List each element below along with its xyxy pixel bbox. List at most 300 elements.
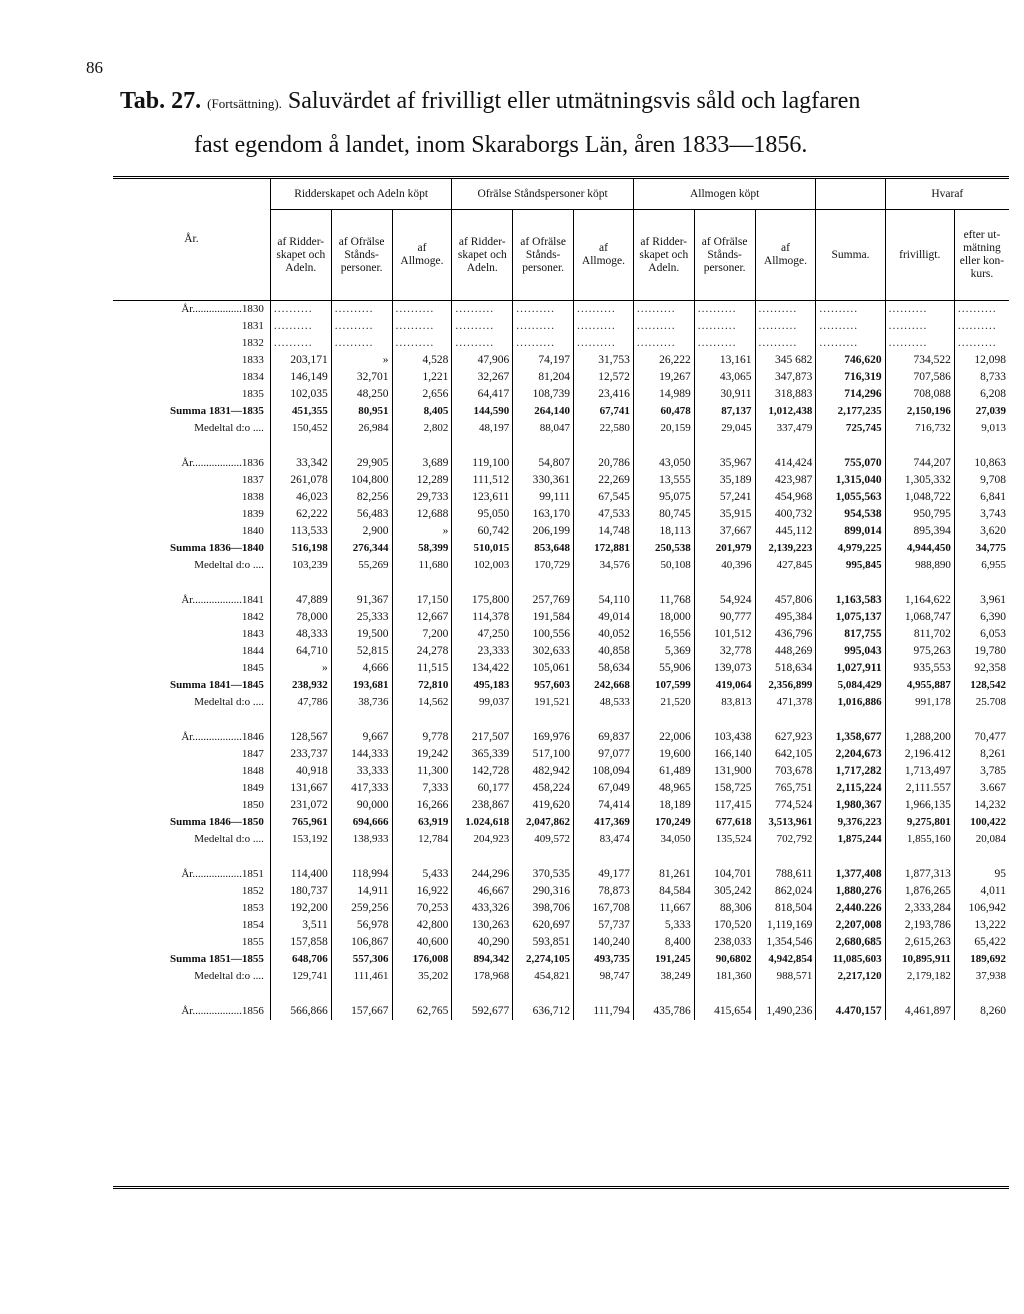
table-cell: 25.708 — [954, 694, 1009, 711]
row-label: 1837 — [241, 474, 264, 486]
table-cell — [392, 437, 452, 455]
table-row — [113, 746, 1009, 763]
table-cell: 170,249 — [633, 814, 694, 831]
table-cell: 12,688 — [392, 506, 452, 523]
table-cell: .......... — [816, 301, 885, 319]
table-cell: 97,077 — [574, 746, 634, 763]
row-label: 1842 — [241, 611, 264, 623]
header-year: År. — [113, 178, 270, 301]
table-cell: 1,880,276 — [816, 883, 885, 900]
table-cell: 98,747 — [574, 968, 634, 985]
header-sub: af Ofrälse Stånds-personer. — [513, 210, 574, 301]
table-cell: 90,6802 — [694, 951, 755, 968]
table-cell: 48,197 — [452, 420, 513, 437]
row-label: 1838 — [241, 491, 264, 503]
table-row — [113, 352, 1009, 369]
table-cell: 458,224 — [513, 780, 574, 797]
table-cell: 108,739 — [513, 386, 574, 403]
table-cell: 14,911 — [331, 883, 392, 900]
table-cell: 482,942 — [513, 763, 574, 780]
table-cell: 35,915 — [694, 506, 755, 523]
table-cell: 2,150,196 — [885, 403, 954, 420]
table-cell: 1,855,160 — [885, 831, 954, 848]
table-cell: 29,905 — [331, 455, 392, 472]
table-cell: 72,810 — [392, 677, 452, 694]
table-cell — [392, 985, 452, 1003]
header-sub: af Ofrälse Stånds-personer. — [694, 210, 755, 301]
table-cell: 457,806 — [755, 592, 816, 609]
table-cell: 957,603 — [513, 677, 574, 694]
average-row — [113, 694, 1009, 711]
table-row — [113, 369, 1009, 386]
table-cell: 23,416 — [574, 386, 634, 403]
table-cell: 774,524 — [755, 797, 816, 814]
table-cell: 4,666 — [331, 660, 392, 677]
table-cell: .......... — [885, 301, 954, 319]
table-cell: 765,961 — [270, 814, 331, 831]
table-cell: 20,084 — [954, 831, 1009, 848]
table-cell — [885, 985, 954, 1003]
table-cell: 5,333 — [633, 917, 694, 934]
table-cell: 233,737 — [270, 746, 331, 763]
table-cell: .......... — [513, 301, 574, 319]
table-cell — [270, 711, 331, 729]
table-cell: .......... — [574, 318, 634, 335]
table-cell: 117,415 — [694, 797, 755, 814]
table-cell: 853,648 — [513, 540, 574, 557]
table-cell: 56,978 — [331, 917, 392, 934]
table-cell — [954, 574, 1009, 592]
table-cell: 250,538 — [633, 540, 694, 557]
row-label — [113, 574, 270, 592]
row-label: Medeltal d:o .... — [194, 833, 264, 845]
table-cell: 74,197 — [513, 352, 574, 369]
table-cell — [392, 574, 452, 592]
table-cell: » — [331, 352, 392, 369]
table-cell: 648,706 — [270, 951, 331, 968]
table-cell: 131,900 — [694, 763, 755, 780]
table-cell: 417,369 — [574, 814, 634, 831]
table-cell: 123,611 — [452, 489, 513, 506]
table-cell: 3.667 — [954, 780, 1009, 797]
table-cell: 64,710 — [270, 643, 331, 660]
summary-row — [113, 814, 1009, 831]
table-cell: 204,923 — [452, 831, 513, 848]
table-cell: 135,524 — [694, 831, 755, 848]
table-cell — [954, 848, 1009, 866]
table-cell: .......... — [574, 301, 634, 319]
row-label: 1832 — [241, 337, 264, 349]
table-cell: 31,753 — [574, 352, 634, 369]
row-label: 1855 — [241, 936, 264, 948]
table-cell: 305,242 — [694, 883, 755, 900]
table-cell: 264,140 — [513, 403, 574, 420]
table-cell — [694, 848, 755, 866]
table-cell: 181,360 — [694, 968, 755, 985]
table-row — [113, 763, 1009, 780]
row-label: År..................1846 — [181, 731, 264, 743]
table-cell — [954, 437, 1009, 455]
table-cell: 201,979 — [694, 540, 755, 557]
table-cell: 60,177 — [452, 780, 513, 797]
table-cell: 12,572 — [574, 369, 634, 386]
table-cell: 677,618 — [694, 814, 755, 831]
table-row — [113, 523, 1009, 540]
table-cell: 566,866 — [270, 1003, 331, 1020]
table-row — [113, 729, 1009, 746]
table-cell: 54,924 — [694, 592, 755, 609]
table-cell: 3,743 — [954, 506, 1009, 523]
table-cell: 12,289 — [392, 472, 452, 489]
table-row — [113, 386, 1009, 403]
table-cell: 7,333 — [392, 780, 452, 797]
table-cell — [574, 711, 634, 729]
header-sub: af Ridder-skapet och Adeln. — [270, 210, 331, 301]
row-label: 1831 — [241, 320, 264, 332]
table-cell: 415,654 — [694, 1003, 755, 1020]
table-cell: 517,100 — [513, 746, 574, 763]
table-cell: .......... — [755, 335, 816, 352]
table-cell: 130,263 — [452, 917, 513, 934]
table-cell — [954, 985, 1009, 1003]
table-cell: 47,786 — [270, 694, 331, 711]
row-label: 1839 — [241, 508, 264, 520]
summary-row — [113, 403, 1009, 420]
table-cell: 18,189 — [633, 797, 694, 814]
table-cell: 55,269 — [331, 557, 392, 574]
table-cell: 818,504 — [755, 900, 816, 917]
table-cell: 1,877,313 — [885, 866, 954, 883]
spacer-row — [113, 848, 1009, 866]
summary-row — [113, 951, 1009, 968]
table-cell: 67,741 — [574, 403, 634, 420]
table-row — [113, 883, 1009, 900]
table-cell: 242,668 — [574, 677, 634, 694]
table-cell — [633, 848, 694, 866]
table-cell: 47,889 — [270, 592, 331, 609]
table-cell: 988,571 — [755, 968, 816, 985]
row-label — [113, 711, 270, 729]
table-cell: 2,179,182 — [885, 968, 954, 985]
table-cell: .......... — [694, 335, 755, 352]
table-cell: 2,115,224 — [816, 780, 885, 797]
table-cell: 95,075 — [633, 489, 694, 506]
table-cell: 83,813 — [694, 694, 755, 711]
average-row — [113, 968, 1009, 985]
average-row — [113, 557, 1009, 574]
table-cell: 1,016,886 — [816, 694, 885, 711]
row-label — [113, 848, 270, 866]
table-cell — [452, 848, 513, 866]
table-cell: 2,204,673 — [816, 746, 885, 763]
table-cell: 454,968 — [755, 489, 816, 506]
table-cell: 58,399 — [392, 540, 452, 557]
row-label: År..................1830 — [181, 303, 264, 315]
table-cell: 516,198 — [270, 540, 331, 557]
table-cell: 19,267 — [633, 369, 694, 386]
table-cell: 714,296 — [816, 386, 885, 403]
table-cell: 259,256 — [331, 900, 392, 917]
table-row — [113, 780, 1009, 797]
row-label: 1834 — [241, 371, 264, 383]
row-label: 1835 — [241, 388, 264, 400]
table-cell: 400,732 — [755, 506, 816, 523]
table-cell: 11,515 — [392, 660, 452, 677]
table-cell — [574, 574, 634, 592]
table-cell: 593,851 — [513, 934, 574, 951]
table-cell: 48,965 — [633, 780, 694, 797]
table-cell: .......... — [633, 318, 694, 335]
table-cell: 1,490,236 — [755, 1003, 816, 1020]
table-cell: 37,938 — [954, 968, 1009, 985]
table-cell: 69,837 — [574, 729, 634, 746]
table-cell — [633, 437, 694, 455]
table-cell: 2,680,685 — [816, 934, 885, 951]
table-cell: 345 682 — [755, 352, 816, 369]
row-label: Medeltal d:o .... — [194, 422, 264, 434]
header-group-blank — [816, 178, 885, 210]
table-cell: 365,339 — [452, 746, 513, 763]
table-cell: 138,933 — [331, 831, 392, 848]
row-label: Summa 1851—1855 — [170, 953, 264, 965]
table-cell: 1,164,622 — [885, 592, 954, 609]
table-cell: 5,084,429 — [816, 677, 885, 694]
table-cell: 81,261 — [633, 866, 694, 883]
table-cell: 191,584 — [513, 609, 574, 626]
table-cell: 191,521 — [513, 694, 574, 711]
table-row — [113, 626, 1009, 643]
table-cell: 1,980,367 — [816, 797, 885, 814]
table-cell: 261,078 — [270, 472, 331, 489]
table-cell: 9,778 — [392, 729, 452, 746]
table-cell: 5,369 — [633, 643, 694, 660]
title-text: Saluvärdet af frivilligt eller utmätningsvis såld och lagfaren — [287, 88, 861, 114]
table-cell: 22,269 — [574, 472, 634, 489]
header-frivilligt: frivilligt. — [885, 210, 954, 301]
table-cell: 95 — [954, 866, 1009, 883]
table-cell: .......... — [755, 301, 816, 319]
table-cell: 134,422 — [452, 660, 513, 677]
table-cell — [755, 574, 816, 592]
table-cell: 4,461,897 — [885, 1003, 954, 1020]
table-cell: 103,438 — [694, 729, 755, 746]
table-cell: 150,452 — [270, 420, 331, 437]
table-number: Tab. 27. — [120, 88, 202, 114]
table-cell: 1,163,583 — [816, 592, 885, 609]
table-cell: 19,600 — [633, 746, 694, 763]
table-cell: 65,422 — [954, 934, 1009, 951]
table-cell — [755, 437, 816, 455]
table-cell: 708,088 — [885, 386, 954, 403]
table-cell — [954, 711, 1009, 729]
table-cell: 78,000 — [270, 609, 331, 626]
table-cell: 4.470,157 — [816, 1003, 885, 1020]
table-cell: 34,576 — [574, 557, 634, 574]
table-cell: 8,261 — [954, 746, 1009, 763]
table-cell: 694,666 — [331, 814, 392, 831]
table-cell: .......... — [954, 335, 1009, 352]
table-cell: .......... — [755, 318, 816, 335]
table-cell: 60,478 — [633, 403, 694, 420]
table-cell: .......... — [452, 301, 513, 319]
table-cell: 128,542 — [954, 677, 1009, 694]
table-cell: 8,405 — [392, 403, 452, 420]
table-cell: 2,111.557 — [885, 780, 954, 797]
table-cell: 744,207 — [885, 455, 954, 472]
table-cell: 40,858 — [574, 643, 634, 660]
row-label: 1844 — [241, 645, 264, 657]
table-cell: 55,906 — [633, 660, 694, 677]
row-label: Summa 1841—1845 — [170, 679, 264, 691]
table-cell — [452, 574, 513, 592]
table-cell: 495,183 — [452, 677, 513, 694]
table-cell: 22,006 — [633, 729, 694, 746]
table-cell: 716,319 — [816, 369, 885, 386]
spacer-row — [113, 711, 1009, 729]
table-row — [113, 335, 1009, 352]
table-cell: 10,863 — [954, 455, 1009, 472]
table-cell: 16,922 — [392, 883, 452, 900]
table-cell: 445,112 — [755, 523, 816, 540]
table-cell: 493,735 — [574, 951, 634, 968]
header-summa: Summa. — [816, 210, 885, 301]
table-cell: .......... — [270, 335, 331, 352]
table-cell: 108,094 — [574, 763, 634, 780]
header-group-ofralse: Ofrälse Ståndspersoner köpt — [452, 178, 634, 210]
table-cell: 419,064 — [694, 677, 755, 694]
table-cell: 8,733 — [954, 369, 1009, 386]
table-cell: 557,306 — [331, 951, 392, 968]
table-cell: 12,784 — [392, 831, 452, 848]
table-cell: 104,800 — [331, 472, 392, 489]
table-cell: 32,778 — [694, 643, 755, 660]
summary-row — [113, 540, 1009, 557]
table-cell: 144,590 — [452, 403, 513, 420]
table-cell: 6,053 — [954, 626, 1009, 643]
table-row — [113, 472, 1009, 489]
table-cell: 63,919 — [392, 814, 452, 831]
table-cell: 707,586 — [885, 369, 954, 386]
table-cell: 14,232 — [954, 797, 1009, 814]
table-cell: 1,027,911 — [816, 660, 885, 677]
table-cell: .......... — [452, 335, 513, 352]
table-cell: 5,433 — [392, 866, 452, 883]
table-cell: 106,867 — [331, 934, 392, 951]
table-cell: 2,615,263 — [885, 934, 954, 951]
table-cell: 2,217,120 — [816, 968, 885, 985]
table-cell: 636,712 — [513, 1003, 574, 1020]
table-cell: 895,394 — [885, 523, 954, 540]
table-cell — [452, 711, 513, 729]
table-cell: .......... — [574, 335, 634, 352]
row-label: År..................1836 — [181, 457, 264, 469]
table-cell: 106,942 — [954, 900, 1009, 917]
table-cell: 765,751 — [755, 780, 816, 797]
table-cell: 1,048,722 — [885, 489, 954, 506]
table-cell: 3,513,961 — [755, 814, 816, 831]
table-cell: 88,047 — [513, 420, 574, 437]
table-cell: 2,900 — [331, 523, 392, 540]
table-cell: 2,047,862 — [513, 814, 574, 831]
table-cell — [331, 985, 392, 1003]
table-cell: 23,333 — [452, 643, 513, 660]
row-label: 1852 — [241, 885, 264, 897]
row-label: 1854 — [241, 919, 264, 931]
table-cell: 935,553 — [885, 660, 954, 677]
table-cell: 950,795 — [885, 506, 954, 523]
table-cell: 4,944,450 — [885, 540, 954, 557]
table-cell — [816, 985, 885, 1003]
table-cell: .......... — [954, 301, 1009, 319]
table-cell: 975,263 — [885, 643, 954, 660]
table-cell: 52,815 — [331, 643, 392, 660]
table-cell: 217,507 — [452, 729, 513, 746]
table-cell: 29,045 — [694, 420, 755, 437]
table-cell: 1,717,282 — [816, 763, 885, 780]
table-cell — [513, 437, 574, 455]
table-cell: 8,260 — [954, 1003, 1009, 1020]
table-cell: 43,065 — [694, 369, 755, 386]
table-cell: 398,706 — [513, 900, 574, 917]
table-cell: 2,196.412 — [885, 746, 954, 763]
row-label — [113, 985, 270, 1003]
table-cell: 4,528 — [392, 352, 452, 369]
table-cell: 16,556 — [633, 626, 694, 643]
table-cell: 100,422 — [954, 814, 1009, 831]
table-cell: 702,792 — [755, 831, 816, 848]
table-cell: 6,841 — [954, 489, 1009, 506]
table-cell: 1,875,244 — [816, 831, 885, 848]
table-header — [113, 178, 1009, 301]
table-cell: 70,253 — [392, 900, 452, 917]
table-cell: 26,222 — [633, 352, 694, 369]
header-group-ridderskapet: Ridderskapet och Adeln köpt — [270, 178, 452, 210]
header-sub: af Ofrälse Stånds-personer. — [331, 210, 392, 301]
table-cell: 2,274,105 — [513, 951, 574, 968]
table-cell: 318,883 — [755, 386, 816, 403]
table-cell: 370,535 — [513, 866, 574, 883]
table-cell: 80,951 — [331, 403, 392, 420]
table-cell: 238,932 — [270, 677, 331, 694]
table-cell: 2,177,235 — [816, 403, 885, 420]
table-cell: 8,400 — [633, 934, 694, 951]
table-row — [113, 318, 1009, 335]
row-label: 1850 — [241, 799, 264, 811]
table-cell: 302,633 — [513, 643, 574, 660]
table-cell: 451,355 — [270, 403, 331, 420]
data-table-container — [113, 176, 1009, 1188]
table-cell: 58,634 — [574, 660, 634, 677]
table-title-line1 — [120, 88, 860, 115]
table-cell: 12,667 — [392, 609, 452, 626]
table-cell: 1,876,265 — [885, 883, 954, 900]
table-cell: 592,677 — [452, 1003, 513, 1020]
table-cell: 102,035 — [270, 386, 331, 403]
table-cell: 37,667 — [694, 523, 755, 540]
table-cell: 167,708 — [574, 900, 634, 917]
table-cell: 113,533 — [270, 523, 331, 540]
table-cell: 4,942,854 — [755, 951, 816, 968]
table-cell: 3,785 — [954, 763, 1009, 780]
table-cell: 257,769 — [513, 592, 574, 609]
table-cell: 46,667 — [452, 883, 513, 900]
table-cell: 448,269 — [755, 643, 816, 660]
table-cell: 180,737 — [270, 883, 331, 900]
table-cell: 47,250 — [452, 626, 513, 643]
table-cell: 510,015 — [452, 540, 513, 557]
table-cell: .......... — [513, 335, 574, 352]
table-cell: 1,012,438 — [755, 403, 816, 420]
